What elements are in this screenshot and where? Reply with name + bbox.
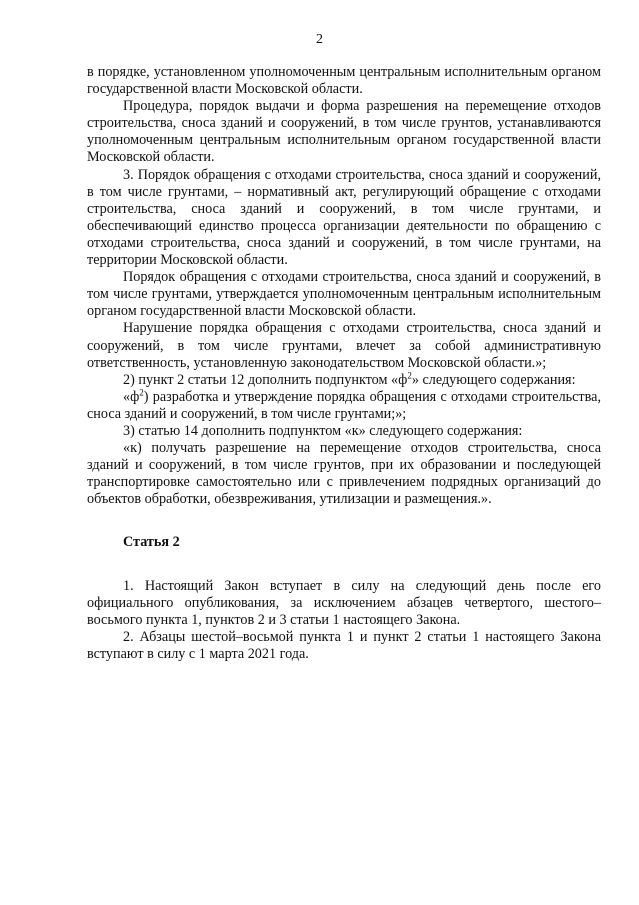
page-number: 2 <box>316 32 323 47</box>
paragraph-1: в порядке, установленном уполномоченным центральным исполнительным органом государственной власти Московской области. <box>87 64 601 98</box>
paragraph-6-superscript: 2 <box>407 369 412 380</box>
paragraph-2: Процедура, порядок выдачи и форма разрешения на перемещение отходов строительства, сноса зданий и сооружений, в том числе грунтов, устанавливаются уполномоченным центральным исполнительным органом государственной власти Московской области. <box>87 98 601 166</box>
document-body <box>87 64 601 663</box>
paragraph-4: Порядок обращения с отходами строительства, сноса зданий и сооружений, в том числе грунтами, утверждается уполномоченным центральным исполнительным органом государственной власти Московской области. <box>87 269 601 320</box>
paragraph-6-text-b: » следующего содержания: <box>411 371 576 388</box>
paragraph-6-text-a: 2) пункт 2 статьи 12 дополнить подпунктом «ф <box>123 371 408 388</box>
paragraph-6 <box>87 369 601 389</box>
paragraph-7 <box>87 389 601 423</box>
paragraph-7-text-a: «ф <box>123 388 140 405</box>
article-2-heading: Статья 2 <box>123 534 180 551</box>
paragraph-7-superscript: 2 <box>139 387 144 398</box>
paragraph-11: 2. Абзацы шестой–восьмой пункта 1 и пункт 2 статьи 1 настоящего Закона вступают в силу с 1 марта 2021 года. <box>87 628 601 662</box>
paragraph-7-text-b: ) разработка и утверждение порядка обращения с отходами строительства, сноса зданий и сооружений, в том числе грунтами;»; <box>87 388 601 422</box>
paragraph-9: «к) получать разрешение на перемещение отходов строительства, сноса зданий и сооружений, в том числе грунтов, при их образовании и последующей транспортировке самостоятельно или с привлечением подрядных организаций до объектов обработки, обезвреживания, утилизации и размещения.». <box>87 440 601 508</box>
paragraph-5: Нарушение порядка обращения с отходами строительства, сноса зданий и сооружений, в том числе грунтами, влечет за собой административную ответственность, установленную законодательством Московской области.»; <box>87 320 601 371</box>
paragraph-3: 3. Порядок обращения с отходами строительства, сноса зданий и сооружений, в том числе грунтами, – нормативный акт, регулирующий обращение с отходами строительства, сноса зданий и сооружений, в том числе грунтами, и обеспечивающий единство процесса организации деятельности по обращению с отходами строительства, сноса зданий и сооружений, в том числе грунтами, на территории Московской области. <box>87 166 601 269</box>
paragraph-8: 3) статью 14 дополнить подпунктом «к» следующего содержания: <box>123 422 523 439</box>
paragraph-10: 1. Настоящий Закон вступает в силу на следующий день после его официального опубликования, за исключением абзацев четвертого, шестого–восьмого пункта 1, пунктов 2 и 3 статьи 1 настоящего Закона. <box>87 577 601 628</box>
